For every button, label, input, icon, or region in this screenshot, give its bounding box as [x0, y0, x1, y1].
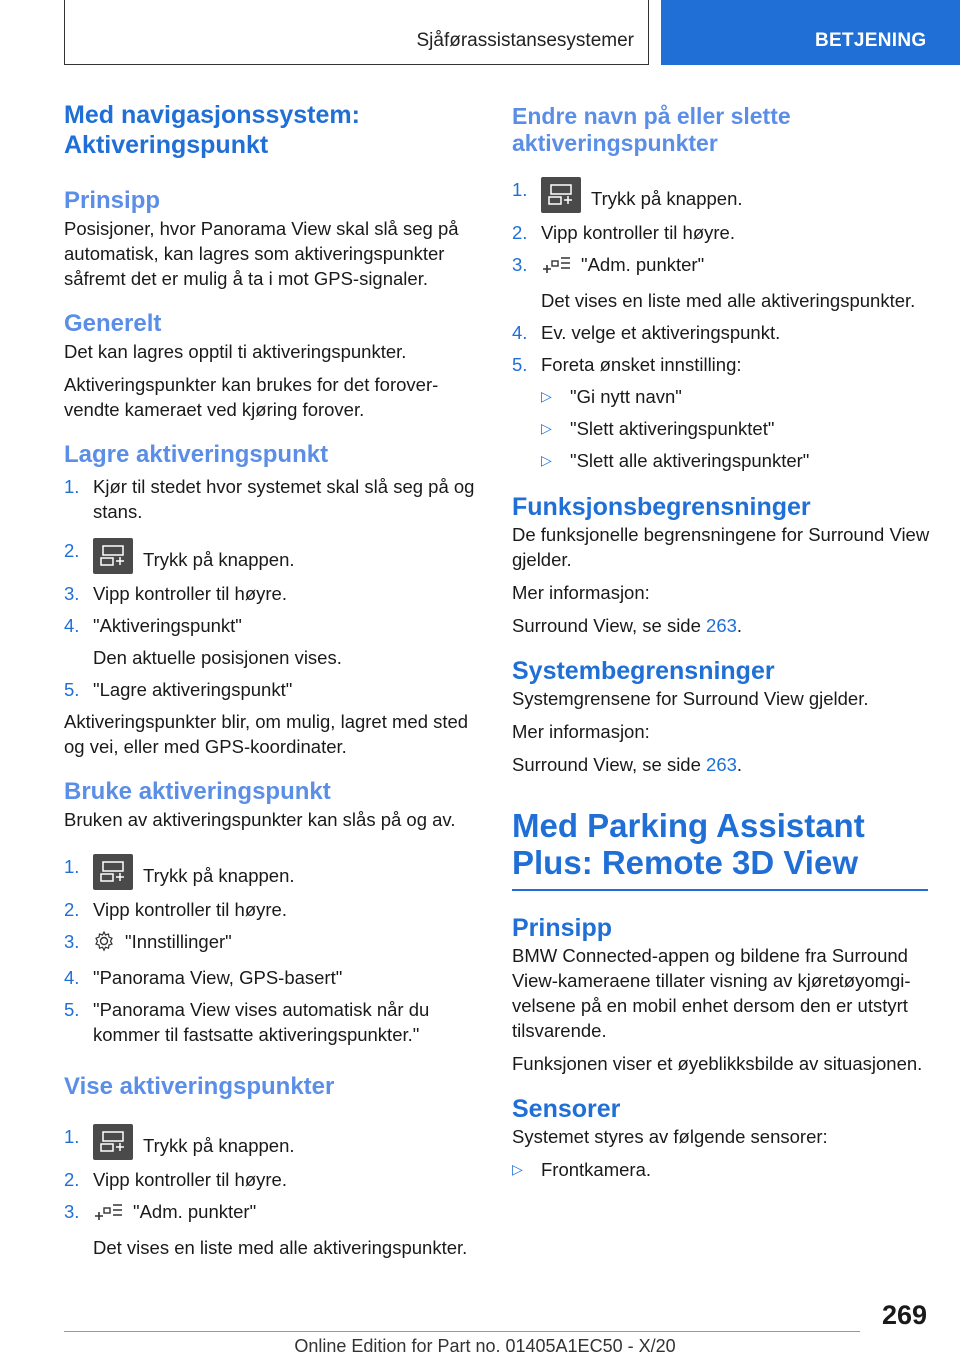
pa-principle-text-2: Funksjonen viser et øyeblikksbilde av situasjonen. — [512, 1052, 923, 1074]
camera-button-icon — [93, 854, 133, 890]
camera-button-icon — [541, 177, 581, 213]
triangle-bullet-icon: ▷ — [541, 452, 552, 468]
heading-show-points: Vise aktiveringspunkter — [64, 1073, 335, 1100]
general-text-2: Aktiveringspunkter kan brukes for det forovervendte kameraet ved kjøring forover. — [64, 374, 439, 420]
gear-icon — [93, 930, 115, 958]
footer-edition: Online Edition for Part no. 01405A1EC50 - X/20 — [294, 1336, 676, 1356]
heading-principle: Prinsipp — [64, 187, 161, 214]
heading-system-limits: Systembegrensninger — [512, 657, 775, 685]
list-item: 1. Kjør til stedet hvor systemet skal slå seg på og stans. — [64, 476, 475, 522]
camera-button-icon — [93, 1124, 133, 1160]
list-item: ▷ Frontkamera. — [512, 1158, 652, 1180]
list-item: ▷ "Slett alle aktiveringspunkter" — [541, 450, 810, 471]
list-item: 4. Ev. velge et aktiveringspunkt. — [512, 322, 781, 343]
section-title-parking-assistant: Med Parking Assistant Plus: Remote 3D View — [512, 807, 865, 881]
rename-steps-list — [512, 177, 930, 377]
heading-general: Generelt — [64, 310, 162, 337]
list-item: 4. "Aktiveringspunkt" Den aktuelle posisjonen vises. — [64, 615, 342, 668]
heading-rename-points: Endre navn på eller slette aktiveringspunkter — [512, 103, 791, 156]
system-reference: Surround View, se side 263. — [512, 754, 743, 775]
list-item: 1. Trykk på knappen. — [512, 177, 930, 213]
triangle-bullet-icon: ▷ — [541, 388, 552, 404]
list-item: 3. Vipp kontroller til høyre. — [64, 583, 287, 604]
sensors-text: Systemet styres av følgende sensorer: — [512, 1125, 828, 1147]
function-more-info: Mer informasjon: — [512, 582, 650, 603]
principle-text: Posisjoner, hvor Panorama View skal slå seg på automatisk, kan lagres som aktiveringspunkter såfremt det er mulig å ta i mot GPS-signaler. — [64, 218, 459, 289]
function-reference: Surround View, se side 263. — [512, 615, 743, 636]
list-item: 2. Vipp kontroller til høyre. — [64, 899, 287, 920]
footer-divider — [64, 1331, 860, 1332]
list-item: 2. Vipp kontroller til høyre. — [64, 1169, 287, 1190]
general-text-1: Det kan lagres opptil ti aktiveringspunkter. — [64, 341, 407, 362]
sensors-list — [512, 1157, 930, 1182]
heading-sensors: Sensorer — [512, 1094, 621, 1123]
manage-points-icon — [93, 1202, 123, 1228]
triangle-bullet-icon: ▷ — [541, 420, 552, 436]
camera-button-icon — [93, 538, 133, 574]
heading-function-limits: Funksjonsbegrensninger — [512, 493, 811, 521]
right-column — [512, 103, 930, 1189]
page-link-263[interactable]: 263 — [706, 615, 737, 636]
list-item: ▷ "Gi nytt navn" — [541, 386, 682, 407]
list-item: 1. Trykk på knappen. — [64, 854, 484, 890]
list-item: 5. "Panorama View vises automatisk når du kommer til fastsatte aktiveringspunkter." — [64, 999, 430, 1045]
list-item: 3. "Adm. punkter" Det vises en liste med alle aktiveringspunkter. — [512, 254, 916, 311]
heading-pa-principle: Prinsipp — [512, 913, 613, 942]
left-column — [64, 100, 484, 1267]
use-steps-list — [64, 854, 484, 1047]
header-section-title: Sjåførassistansesystemer — [416, 30, 634, 51]
page-number: 269 — [881, 1300, 927, 1330]
triangle-bullet-icon: ▷ — [512, 1160, 523, 1177]
list-item: 3. "Adm. punkter" Det vises en liste med alle aktiveringspunkter. — [64, 1201, 468, 1258]
section-title-activation-point: Med navigasjonssystem: Aktiveringspunkt — [64, 101, 360, 159]
pa-principle-text-1: BMW Connected-appen og bildene fra Surround View-kameraene tillater visning av kjøretøyomgivelsene på en mobil enhet dersom den er utstyrt tilsvarende. — [512, 944, 911, 1041]
show-steps-list — [64, 1124, 484, 1260]
list-item: ▷ "Slett aktiveringspunktet" — [541, 418, 775, 439]
header-chapter-tab — [661, 0, 960, 65]
list-item: 1. Trykk på knappen. — [64, 1124, 484, 1160]
system-limits-text: Systemgrensene for Surround View gjelder. — [512, 688, 869, 709]
save-after-text: Aktiveringspunkter blir, om mulig, lagret med sted og vei, eller med GPS-koordinater. — [64, 711, 469, 757]
function-limits-text: De funksjonelle begrensningene for Surround View gjelder. — [512, 524, 930, 570]
page-link-263[interactable]: 263 — [706, 754, 737, 775]
heading-use-point: Bruke aktiveringspunkt — [64, 778, 331, 805]
header-chapter-title: BETJENING — [815, 30, 927, 51]
list-item: 5. Foreta ønsket innstilling: — [512, 354, 742, 375]
list-item: 4. "Panorama View, GPS-basert" — [64, 967, 343, 988]
system-more-info: Mer informasjon: — [512, 721, 650, 742]
save-steps-list — [64, 474, 484, 702]
manage-points-icon — [541, 255, 571, 281]
header-section-box — [64, 0, 649, 65]
heading-save-point: Lagre aktiveringspunkt — [64, 441, 329, 468]
list-item: 2. Trykk på knappen. — [64, 538, 484, 574]
list-item: 3. "Innstillinger" — [64, 929, 484, 958]
use-text: Bruken av aktiveringspunkter kan slås på og av. — [64, 809, 456, 830]
rename-options-list — [541, 384, 930, 473]
list-item: 2. Vipp kontroller til høyre. — [512, 222, 735, 243]
list-item: 5. "Lagre aktiveringspunkt" — [64, 679, 293, 700]
